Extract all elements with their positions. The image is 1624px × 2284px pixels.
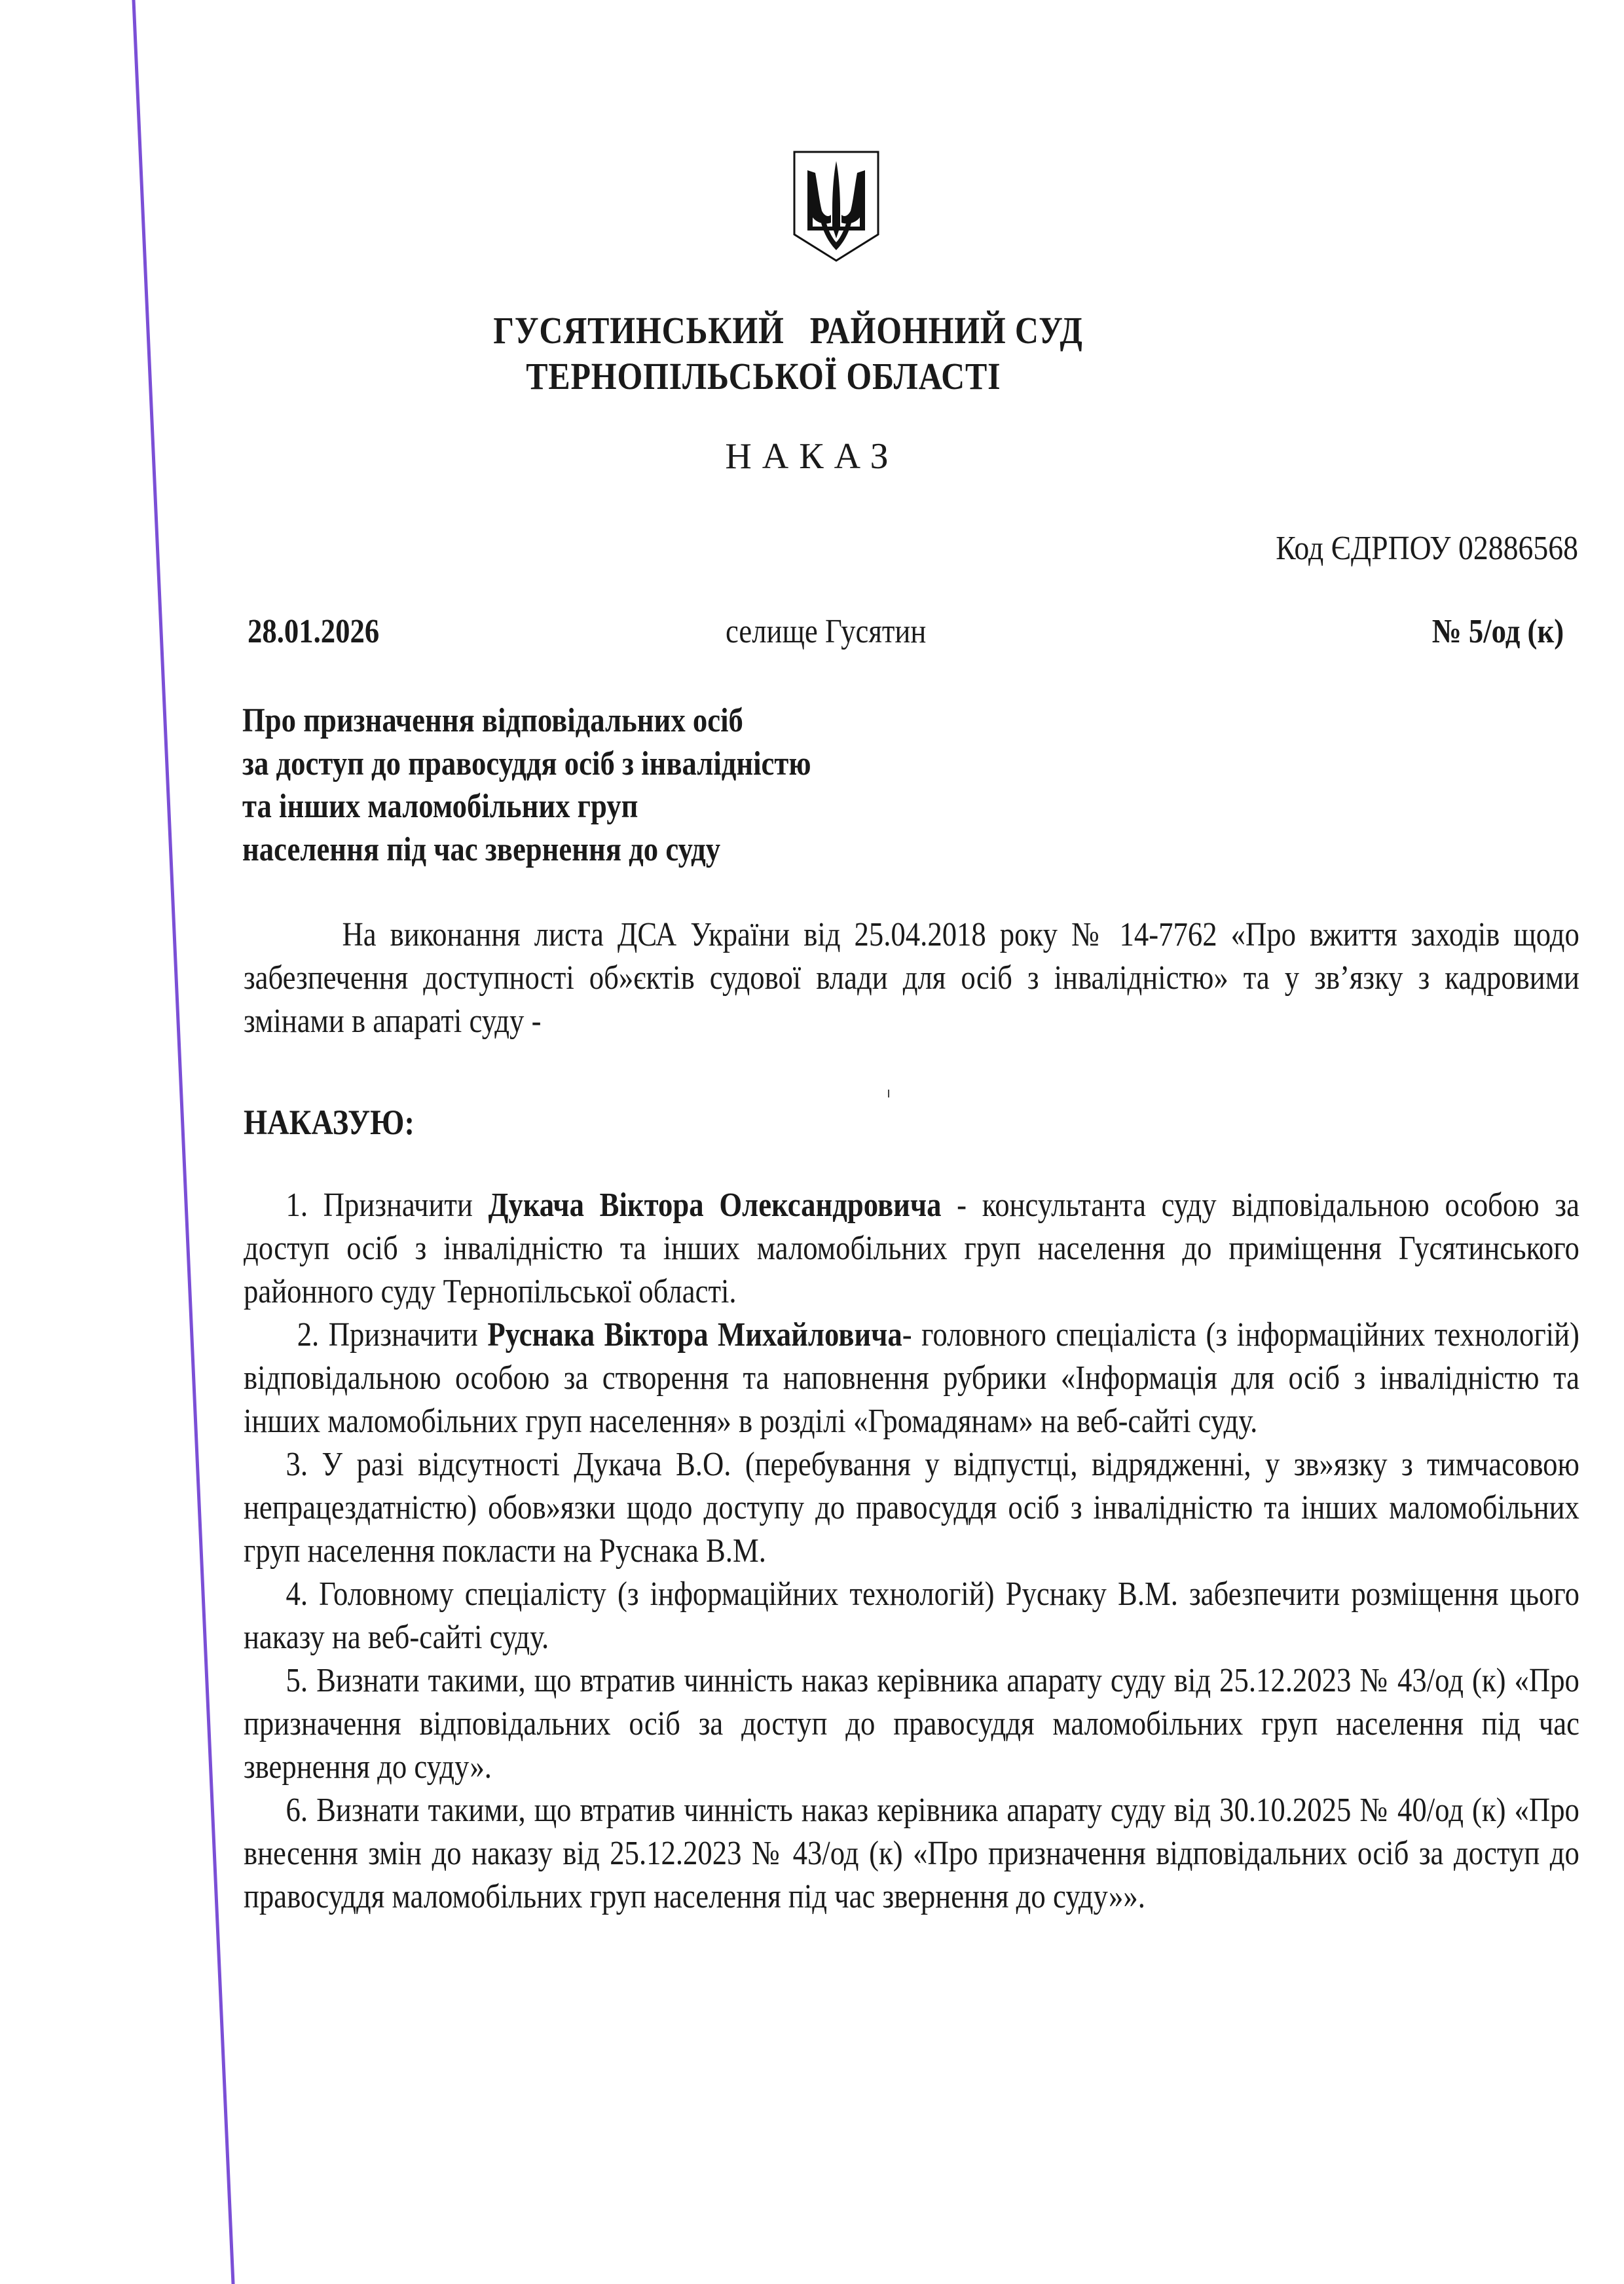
- item-prefix: 5.: [286, 1662, 317, 1699]
- item-text: Визнати такими, що втратив чинність наказ керівника апарату суду від 25.12.2023 № 43/од (к) «Про призначення відповідальних осіб за доступ до правосуддя маломобільних груп населення під час звернення до суду».: [244, 1662, 1579, 1786]
- item-prefix: 4.: [286, 1575, 320, 1613]
- document-meta: [248, 612, 1564, 658]
- item-text: - консультанта суду відповідальною особою за доступ осіб з інвалідністю та інших маломобільних груп населення до приміщення Гусятинського районного суду Тернопільської області.: [244, 1187, 1579, 1310]
- item-prefix: 2. Призначити: [297, 1316, 488, 1354]
- court-name-word-2: РАЙОННИЙ: [809, 309, 1006, 352]
- order-items: [244, 1184, 1579, 1919]
- item-text: - головного спеціаліста (з інформаційних технологій) відповідальною особою за створення та наповнення рубрики «Інформація для осіб з інвалідністю та інших маломобільних груп населення» в розділі «Громадянам» на веб-сайті суду.: [244, 1316, 1579, 1440]
- subject-line: та інших маломобільних груп: [242, 788, 638, 825]
- court-region: ТЕРНОПІЛЬСЬКОЇ ОБЛАСТІ: [526, 355, 1001, 397]
- item-text: У разі відсутності Дукача В.О. (перебування у відпустці, відрядженні, у зв»язку з тимчасовою непрацездатністю) обов»язки щодо доступу до правосуддя осіб з інвалідністю та інших маломобільних груп населення покласти на Руснака В.М.: [244, 1446, 1579, 1570]
- document-number: № 5/од (к): [1431, 613, 1564, 650]
- item-person-name: Дукача Віктора Олександровича: [488, 1187, 942, 1224]
- subject-line: за доступ до правосуддя осіб з інвалідністю: [242, 745, 811, 783]
- order-item-6: [244, 1789, 1579, 1919]
- preamble-text: На виконання листа ДСА України від 25.04.2018 року № 14-7762 «Про вжиття заходів щодо забезпечення доступності об»єктів судової влади для осіб з інвалідністю» та у зв’язку з кадровими змінами в апараті суду -: [244, 916, 1579, 1040]
- document-date: 28.01.2026: [248, 613, 380, 650]
- order-item-2: [244, 1314, 1579, 1443]
- scan-artifact: [888, 1090, 889, 1097]
- order-item-1: [244, 1184, 1579, 1314]
- document-type: НАКАЗ: [725, 436, 899, 477]
- order-item-5: [244, 1659, 1579, 1789]
- item-text: Визнати такими, що втратив чинність наказ керівника апарату суду від 30.10.2025 № 40/од (к) «Про внесення змін до наказу від 25.12.2023 № 43/од (к) «Про призначення відповідальних осіб за доступ до правосуддя маломобільних груп населення під час звернення до суду»».: [244, 1792, 1579, 1915]
- subject-line: Про призначення відповідальних осіб: [242, 702, 743, 739]
- order-item-4: [244, 1573, 1579, 1659]
- item-person-name: Руснака Віктора Михайловича: [487, 1316, 902, 1354]
- item-prefix: 1. Призначити: [286, 1187, 489, 1224]
- edrpou-code: Код ЄДРПОУ 02886568: [1276, 530, 1578, 567]
- order-item-3: [244, 1443, 1579, 1573]
- coat-of-arms-icon: [790, 148, 882, 266]
- orders-heading: НАКАЗУЮ:: [244, 1103, 415, 1142]
- court-name: [458, 308, 1134, 399]
- document-place: селище Гусятин: [726, 613, 927, 650]
- court-name-word-1: ГУСЯТИНСЬКИЙ: [493, 309, 784, 352]
- item-text: Головному спеціалісту (з інформаційних технологій) Руснаку В.М. забезпечити розміщення цього наказу на веб-сайті суду.: [244, 1575, 1579, 1656]
- subject-line: населення під час звернення до суду: [242, 830, 721, 868]
- court-name-word-3: СУД: [1014, 309, 1083, 352]
- document-subject: [242, 699, 974, 871]
- item-prefix: 3.: [286, 1446, 322, 1483]
- preamble: [244, 913, 1579, 1043]
- item-prefix: 6.: [286, 1792, 317, 1829]
